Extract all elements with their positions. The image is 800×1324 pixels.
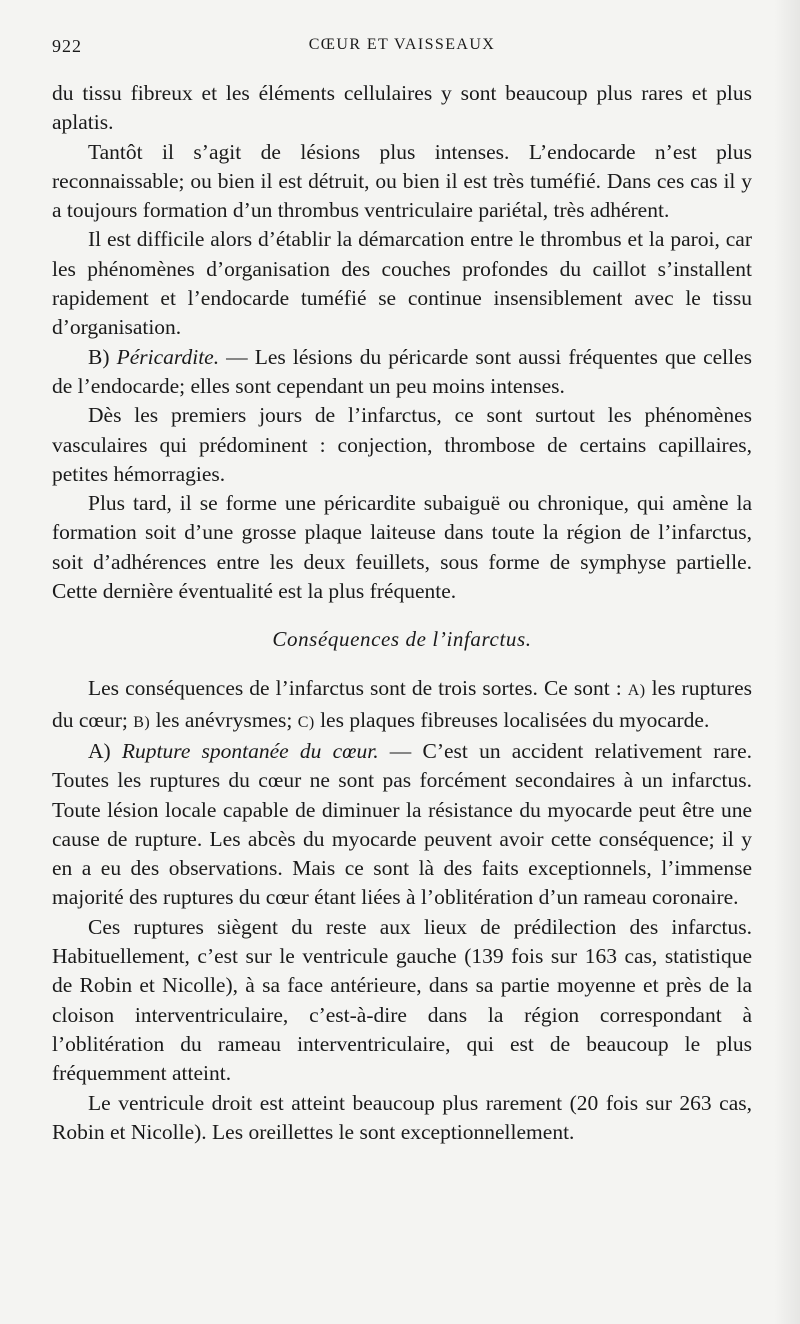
body-text — [52, 79, 752, 1147]
paragraph-6: Plus tard, il se forme une péricardite subaiguë ou chronique, qui amène la formation soit d’une grosse plaque laiteuse dans toute la région de l’infarctus, soit d’adhérences entre les deux feuillets, sous forme de symphyse partielle. Cette dernière éventualité est la plus fréquente. — [52, 491, 752, 604]
paragraph-consequences — [52, 674, 752, 737]
paragraph-2: Tantôt il s’agit de lésions plus intenses. L’endocarde n’est plus reconnaissable; ou bien il est détruit, ou bien il est très tuméfié. Dans ces cas il y a toujours formation d’un thrombus ventriculaire pariétal, très adhérent. — [52, 139, 752, 223]
item-c-text: les plaques fibreuses localisées du myocarde. — [314, 707, 710, 732]
pericardite-label: B) — [88, 344, 117, 369]
pericardite-title: Péricardite. — [116, 344, 220, 369]
section-heading: Conséquences de l’infarctus. — [272, 627, 532, 652]
item-a-text: les ruptures du cœur; — [52, 676, 752, 732]
page-edge-shadow — [774, 0, 800, 1324]
paragraph-5: Dès les premiers jours de l’infarctus, ce sont surtout les phénomènes vasculaires qui prédominent : conjection, thrombose de certains capillaires, petites hémorragies. — [52, 403, 752, 486]
paragraph-pericardite — [52, 343, 752, 402]
item-a-label: A) — [627, 682, 646, 700]
rupture-label: A) — [88, 738, 122, 763]
pericardite-text: — Les lésions du péricarde sont aussi fréquentes que celles de l’endocarde; elles sont cependant un peu moins intenses. — [52, 344, 753, 398]
paragraph-rupture — [52, 737, 752, 913]
rupture-title: Rupture spontanée du cœur. — [121, 738, 379, 763]
page-number: 922 — [52, 36, 82, 56]
running-head — [52, 36, 752, 66]
page-content — [52, 36, 752, 1147]
item-b-text: les anévrysmes; — [150, 707, 298, 732]
running-title: CŒUR ET VAISSEAUX — [308, 36, 496, 53]
item-b-label: B) — [133, 713, 151, 731]
paragraph-9: Ces ruptures siègent du reste aux lieux de prédilection des infarctus. Habituellement, c’est sur le ventricule gauche (139 fois sur 163 cas, statistique de Robin et Nicolle), à sa face antérieure, dans sa partie moyenne et près de la cloison interventriculaire, c’est-à-dire dans la région correspondant à l’oblitération du rameau interventriculaire, qui est de beaucoup le plus fréquemment atteint. — [52, 914, 752, 1086]
paragraph-1: du tissu fibreux et les éléments cellulaires y sont beaucoup plus rares et plus aplatis. — [52, 81, 752, 135]
paragraph-10: Le ventricule droit est atteint beaucoup plus rarement (20 fois sur 263 cas, Robin et Nicolle). Les oreillettes le sont exceptionnellement. — [52, 1090, 752, 1144]
rupture-text: — C’est un accident relativement rare. Toutes les ruptures du cœur ne sont pas forcément secondaires à un infarctus. Toute lésion locale capable de diminuer la résistance du myocarde peut être une cause de rupture. Les abcès du myocarde peuvent avoir cette conséquence; il y en a eu des observations. Mais ce sont là des faits exceptionnels, l’immense majorité des ruptures du cœur étant liées à l’oblitération d’un rameau coronaire. — [52, 738, 752, 910]
item-c-label: C) — [297, 713, 315, 731]
paragraph-3: Il est difficile alors d’établir la démarcation entre le thrombus et la paroi, car les phénomènes d’organisation des couches profondes du caillot s’installent rapidement et l’endocarde tuméfié se continue insensiblement avec le tissu d’organisation. — [52, 227, 752, 340]
consequences-intro: Les conséquences de l’infarctus sont de trois sortes. Ce sont : — [88, 676, 628, 701]
